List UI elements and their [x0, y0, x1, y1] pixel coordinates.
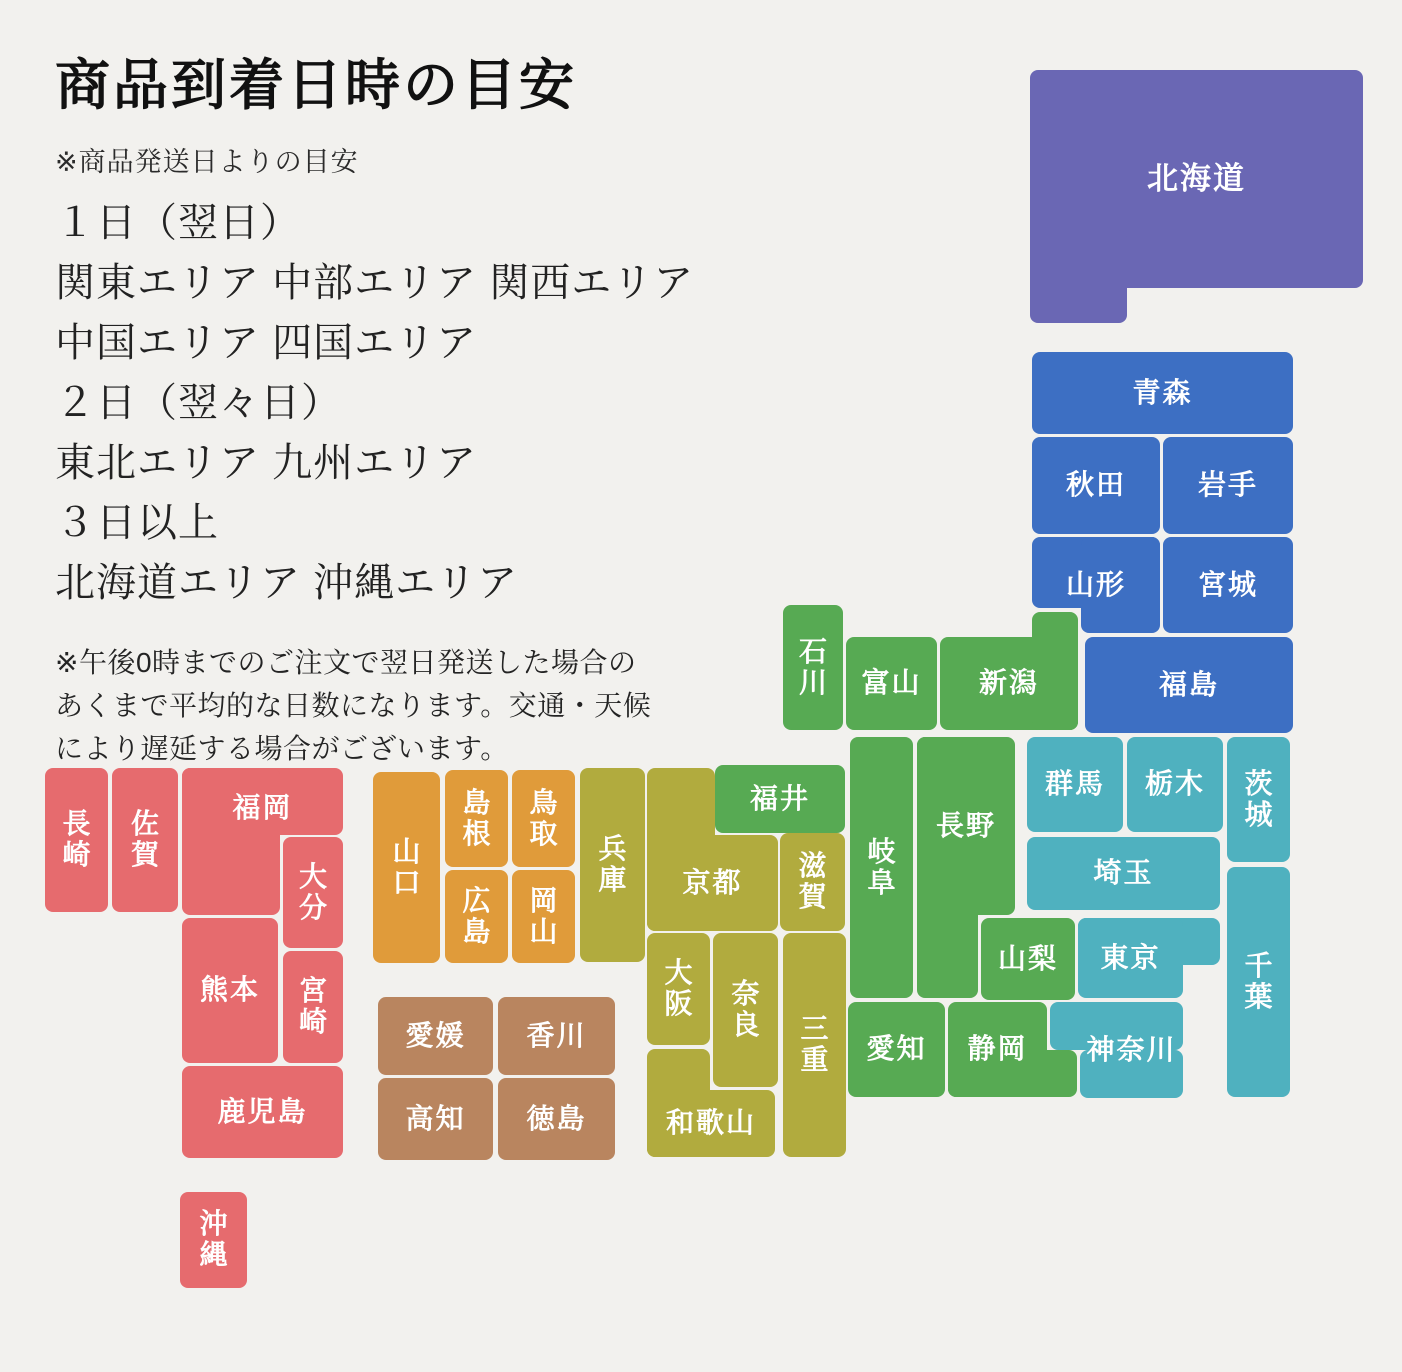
page-title: 商品到着日時の目安 [55, 54, 578, 116]
prefecture-osaka-label: 大 阪 [664, 957, 693, 1019]
prefecture-okayama-label: 岡 山 [529, 884, 558, 947]
prefecture-hiroshima [445, 870, 508, 963]
prefecture-fukushima [1085, 637, 1293, 733]
prefecture-miyagi [1163, 537, 1293, 633]
info-panel [55, 52, 775, 770]
prefecture-toyama-label: 富山 [861, 667, 922, 699]
prefecture-kagoshima [182, 1066, 343, 1158]
prefecture-oita [283, 837, 343, 948]
delivery-schedule [55, 193, 775, 613]
prefecture-gifu [850, 737, 913, 998]
prefecture-yamaguchi-label: 山 口 [392, 835, 421, 898]
prefecture-ishikawa [783, 605, 843, 730]
prefecture-shizuoka-label: 静岡 [967, 1033, 1028, 1065]
prefecture-kanagawa-label: 神奈川 [1086, 1033, 1177, 1065]
prefecture-shiga [780, 833, 845, 931]
schedule-day1-areas-2: 中国エリア 四国エリア [55, 321, 478, 365]
prefecture-kagawa [498, 997, 615, 1075]
prefecture-kumamoto-label: 熊本 [199, 974, 260, 1006]
prefecture-okayama [512, 870, 575, 963]
prefecture-ibaraki [1227, 737, 1290, 862]
prefecture-wakayama-label: 和歌山 [665, 1107, 756, 1139]
prefecture-tokushima [498, 1078, 615, 1160]
prefecture-nara [713, 933, 778, 1087]
prefecture-kochi [378, 1078, 493, 1160]
prefecture-nagano-label: 長野 [935, 809, 996, 841]
disclaimer [55, 641, 775, 770]
prefecture-tokushima-label: 徳島 [526, 1102, 587, 1134]
disclaimer-line-1: ※午後0時までのご注文で翌日発送した場合の [55, 647, 637, 678]
prefecture-aichi [848, 1002, 945, 1097]
prefecture-yamanashi-label: 山梨 [997, 942, 1058, 974]
prefecture-gunma-label: 群馬 [1044, 768, 1105, 800]
prefecture-fukushima-label: 福島 [1158, 668, 1219, 700]
schedule-day1-label: １日（翌日） [55, 201, 301, 245]
prefecture-gifu-label: 岐 阜 [867, 835, 896, 898]
prefecture-hiroshima-label: 広 島 [462, 884, 491, 947]
prefecture-ehime [378, 997, 493, 1075]
schedule-day3plus-areas: 北海道エリア 沖縄エリア [55, 561, 519, 605]
prefecture-saga [112, 768, 178, 912]
prefecture-tochigi-label: 栃木 [1144, 768, 1205, 800]
prefecture-fukuoka-label: 福岡 [232, 791, 293, 823]
prefecture-fukuoka-ext [182, 768, 280, 915]
prefecture-aichi-label: 愛知 [866, 1033, 927, 1065]
prefecture-saga-label: 佐 賀 [130, 808, 159, 870]
prefecture-oita-label: 大 分 [298, 860, 327, 923]
prefecture-shimane-label: 島 根 [462, 786, 491, 849]
disclaimer-line-2: あくまで平均的な日数になります。交通・天候 [55, 690, 652, 721]
prefecture-miyagi-label: 宮城 [1197, 568, 1258, 600]
prefecture-mie [783, 933, 846, 1157]
prefecture-hyogo [580, 768, 645, 962]
prefecture-kumamoto [182, 918, 278, 1063]
prefecture-wakayama-ext [647, 1090, 775, 1157]
prefecture-tottori [512, 770, 575, 867]
prefecture-yamaguchi [373, 772, 440, 963]
prefecture-hyogo-label: 兵 庫 [598, 833, 627, 895]
prefecture-nara-label: 奈 良 [731, 978, 760, 1040]
prefecture-tochigi [1127, 737, 1223, 832]
prefecture-aomori-label: 青森 [1132, 376, 1193, 408]
prefecture-nagasaki [45, 768, 108, 912]
disclaimer-line-3: により遅延する場合がございます。 [55, 733, 509, 764]
prefecture-aomori [1032, 352, 1293, 434]
prefecture-iwate [1163, 437, 1293, 534]
schedule-day2-label: ２日（翌々日） [55, 381, 342, 425]
prefecture-akita-label: 秋田 [1065, 469, 1126, 501]
prefecture-tokyo-label: 東京 [1100, 941, 1161, 973]
prefecture-shiga-label: 滋 賀 [798, 850, 827, 912]
prefecture-okinawa-label: 沖 縄 [199, 1208, 228, 1270]
prefecture-chiba-label: 千 葉 [1244, 950, 1273, 1012]
prefecture-miyazaki [283, 951, 343, 1063]
prefecture-niigata-ext [1032, 612, 1078, 730]
prefecture-miyazaki-label: 宮 崎 [298, 975, 327, 1037]
prefecture-nagasaki-label: 長 崎 [62, 808, 91, 870]
prefecture-hokkaido-label: 北海道 [1147, 160, 1246, 196]
schedule-day2-areas: 東北エリア 九州エリア [55, 441, 478, 485]
schedule-day1-areas-1: 関東エリア 中部エリア 関西エリア [55, 261, 695, 305]
prefecture-chiba [1227, 867, 1290, 1097]
prefecture-kyoto-ext [647, 835, 778, 931]
prefecture-nagano-ext [917, 737, 978, 998]
prefecture-kyoto-label: 京都 [682, 866, 743, 898]
prefecture-ehime-label: 愛媛 [405, 1019, 466, 1051]
prefecture-ishikawa-label: 石 川 [798, 635, 827, 698]
prefecture-toyama [846, 637, 937, 730]
prefecture-kanagawa [1050, 1002, 1183, 1050]
prefecture-mie-label: 三 重 [800, 1013, 829, 1075]
prefecture-yamagata-ext [1081, 537, 1160, 633]
prefecture-saitama [1027, 837, 1220, 910]
prefecture-gunma [1027, 737, 1123, 832]
prefecture-yamanashi [981, 918, 1075, 1000]
prefecture-shizuoka-ext [948, 1050, 1077, 1097]
prefecture-kochi-label: 高知 [405, 1102, 466, 1134]
prefecture-niigata-label: 新潟 [978, 667, 1039, 699]
shipping-basis-note: ※商品発送日よりの目安 [55, 147, 359, 177]
prefecture-hokkaido-ext [1030, 230, 1127, 323]
prefecture-tottori-label: 鳥 取 [529, 786, 558, 849]
prefecture-fukui [715, 765, 845, 833]
prefecture-shimane [445, 770, 508, 867]
prefecture-osaka [647, 933, 710, 1045]
prefecture-fukui-label: 福井 [749, 782, 810, 814]
prefecture-saitama-label: 埼玉 [1093, 857, 1154, 889]
prefecture-kagawa-label: 香川 [526, 1019, 587, 1051]
prefecture-iwate-label: 岩手 [1197, 469, 1258, 501]
prefecture-akita [1032, 437, 1160, 534]
schedule-day3plus-label: ３日以上 [55, 501, 219, 545]
prefecture-yamagata-label: 山形 [1065, 568, 1126, 600]
prefecture-tokyo-ext [1078, 918, 1183, 998]
prefecture-ibaraki-label: 茨 城 [1244, 767, 1273, 830]
prefecture-kagoshima-label: 鹿児島 [217, 1095, 308, 1127]
prefecture-kanagawa-ext [1080, 1050, 1183, 1098]
prefecture-okinawa [180, 1192, 247, 1288]
